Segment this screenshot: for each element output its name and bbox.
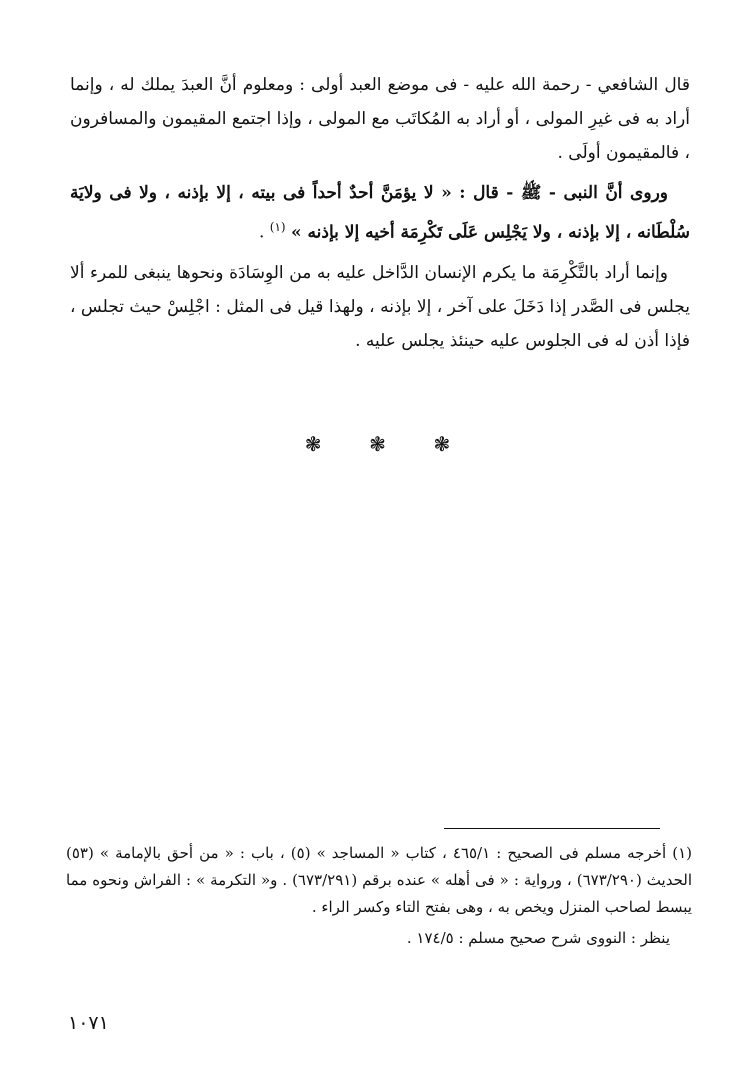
footnote-rule — [444, 828, 660, 829]
separator-star: ❃ — [304, 432, 322, 456]
paragraph-text: وإنما أراد بالتَّكْرِمَة ما يكرم الإنسان الدَّاخل عليه به من الوِسَادَة ونحوها ينبغى للمرء ألا يجلس فى الصَّدر إذا دَخَلَ على آخر ، إلا بإذنه ، ولهذا قيل فى المثل : اجْلِسْ حيث تجلس ، فإذا أذن له فى الجلوس عليه حينئذ يجلس عليه . — [70, 262, 690, 351]
page-number: ١٠٧١ — [68, 1012, 109, 1034]
sentence-end: . — [258, 222, 265, 243]
main-text — [70, 68, 690, 364]
footnote-see-also: ينظر : النووى شرح صحيح مسلم : ١٧٤/٥ . — [406, 929, 670, 947]
paragraph-hadith — [70, 176, 690, 250]
paragraph-takrima — [70, 256, 690, 358]
footnote-1: (١) أخرجه مسلم فى الصحيح : ٤٦٥/١ ، كتاب « المساجد » (٥) ، باب : « من أحق بالإمامة » (٥٣) الحديث (٦٧٣/٢٩٠) ، ورواية : « فى أهله » عنده برقم (٦٧٣/٢٩١) . و« التكرمة » : الفراش ونحوه مما يبسط لصاحب المنزل ويخص به ، وهى بفتح التاء وكسر الراء . — [66, 844, 692, 916]
paragraph-text: قال الشافعي - رحمة الله عليه - فى موضع العبد أولى : ومعلوم أنَّ العبدَ يملك له ، وإنما أراد به فى غيرِ المولى ، أو أراد به المُكاتَب مع المولى ، وإذا اجتمع المقيمون والمسافرون ، فالمقيمون أولَى . — [70, 75, 690, 163]
section-separator — [0, 432, 755, 456]
separator-star: ❃ — [433, 432, 451, 456]
footnotes — [66, 840, 692, 952]
footnote-reference[interactable]: (١) — [269, 220, 286, 234]
hadith-text: وروى أنَّ النبى - ﷺ - قال : « لا يؤمَنَّ أحدٌ أحداً فى بيته ، إلا بإذنه ، ولا فى ولايَة سُلْطَانه ، إلا بإذنه ، ولا يَجْلِس عَلَى تَكْرِمَة أخيه إلا بإذنه » — [70, 183, 690, 243]
separator-star: ❃ — [369, 432, 386, 456]
paragraph-shafii — [70, 68, 690, 170]
